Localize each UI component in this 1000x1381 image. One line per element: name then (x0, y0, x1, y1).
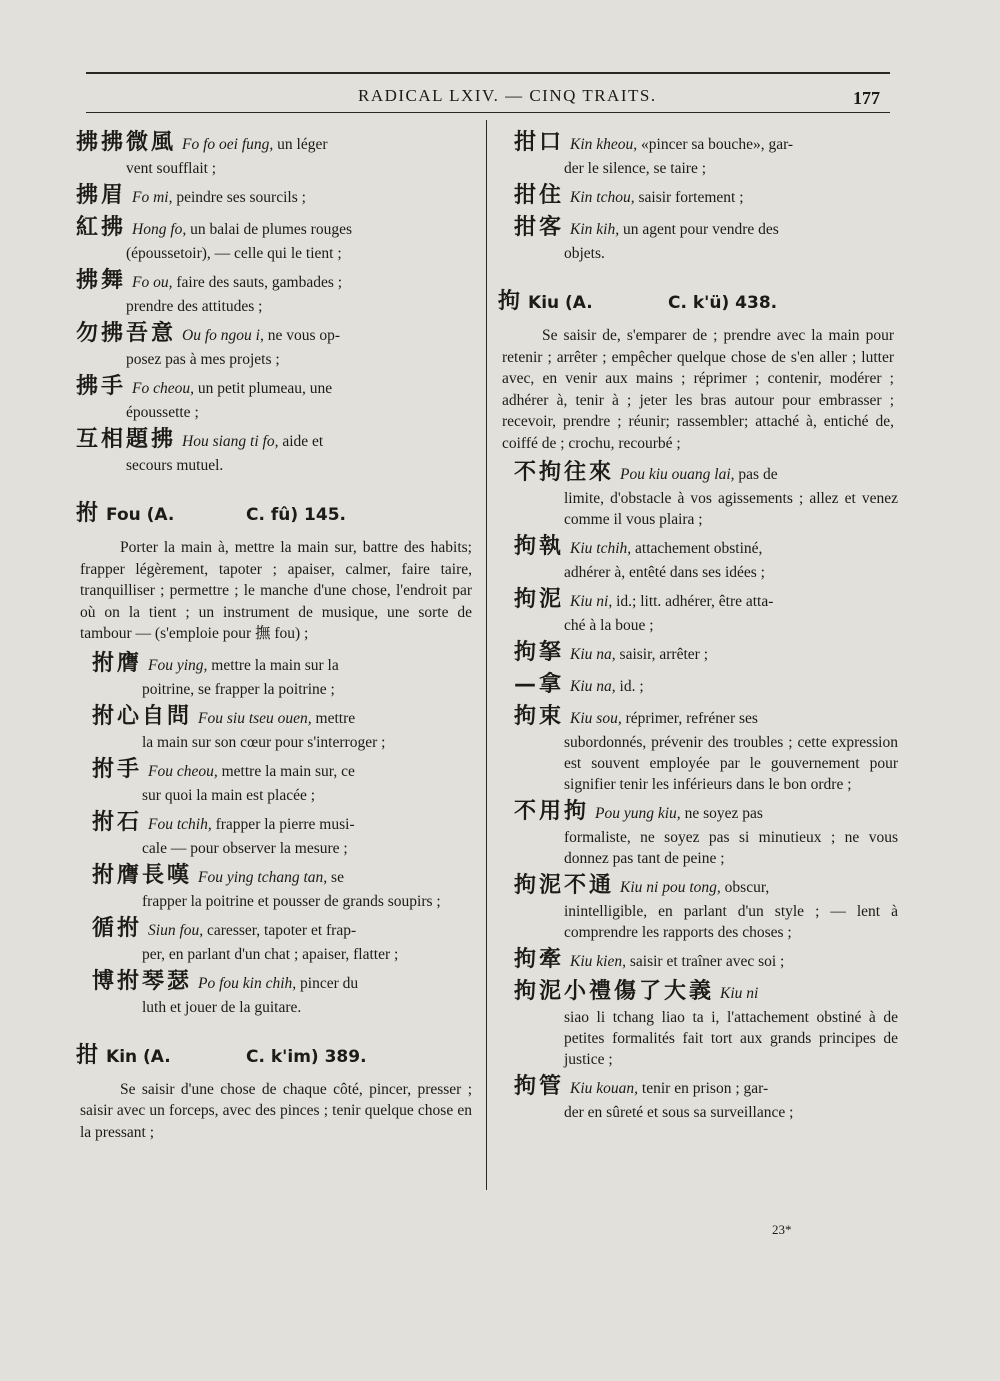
entry-headline (514, 979, 898, 1007)
entry-headline (92, 969, 476, 997)
column-divider (486, 120, 487, 1190)
kin-reference: C. k'im) 389. (246, 1046, 367, 1067)
entry-romanization: Kin kheou, (570, 136, 638, 153)
entry-gloss-start: tenir en prison ; gar- (638, 1080, 769, 1097)
kin-entries (498, 130, 898, 264)
entry-characters: 拊手 (92, 756, 143, 782)
entry-continuation: siao li tchang liao ta i, l'attachement obstiné à de petites formalités fait tort aux grands principes de justice ; (564, 1009, 898, 1068)
fo-entries (76, 130, 476, 476)
entry-continuation: secours mutuel. (126, 457, 224, 474)
entry-characters: 勿拂吾意 (76, 321, 177, 346)
fou-name: Fou (A. (106, 505, 175, 525)
dictionary-entry (514, 799, 898, 869)
entry-romanization: Fou siu tseu ouen, (198, 709, 312, 727)
entry-gloss-start: mettre la main sur la (207, 656, 339, 674)
entry-characters: 紅拂 (76, 215, 127, 240)
entry-characters: 拘束 (514, 704, 565, 729)
dictionary-entry (514, 183, 898, 211)
entry-gloss-start: frapper la pierre musi- (211, 815, 355, 833)
entry-first-line (148, 918, 476, 944)
entry-romanization: Kiu kouan, (570, 1080, 639, 1097)
entry-continuation: luth et jouer de la guitare. (142, 998, 302, 1016)
entry-headline (514, 704, 898, 732)
entry-first-line (570, 536, 898, 562)
entry-first-line (148, 812, 476, 838)
entry-characters: 博拊琴瑟 (92, 968, 193, 994)
entry-romanization: Kiu ni (720, 985, 759, 1002)
fou-entries (76, 651, 476, 1018)
entry-romanization: Fou tchih, (148, 815, 212, 833)
entry-first-line (720, 981, 898, 1007)
dictionary-entry (92, 810, 476, 859)
entry-headline (76, 130, 476, 158)
kiu-name: Kiu (A. (528, 293, 593, 313)
entry-characters: 拘執 (514, 534, 565, 559)
entry-characters: 不拘往來 (514, 460, 615, 485)
entry-headline (92, 810, 476, 838)
entry-first-line (132, 270, 476, 296)
entry-romanization: Fou ying tchang tan, (198, 868, 328, 886)
entry-characters: 循拊 (92, 915, 143, 941)
entry-characters: 拂舞 (76, 268, 127, 293)
dictionary-entry (514, 640, 898, 668)
entry-headline (92, 704, 476, 732)
entry-romanization: Siun fou, (148, 921, 204, 939)
page-number: 177 (853, 88, 880, 108)
dictionary-entry (76, 427, 476, 476)
entry-romanization: Fo cheou, (132, 380, 194, 397)
entry-romanization: Kiu ni, (570, 593, 613, 610)
entry-romanization: Fo ou, (132, 274, 173, 291)
entry-headline (514, 215, 898, 243)
entry-headline (514, 799, 898, 827)
dictionary-entry (514, 130, 898, 179)
dictionary-entry (92, 757, 476, 806)
entry-headline (76, 183, 476, 211)
entry-headline (514, 640, 898, 668)
entry-gloss-start: un petit plumeau, une (194, 380, 333, 397)
entry-romanization: Fo mi, (132, 189, 173, 206)
entry-first-line (132, 217, 476, 243)
dictionary-entry (76, 130, 476, 179)
entry-headline (76, 215, 476, 243)
entry-continuation: per, en parlant d'un chat ; apaiser, flatter ; (142, 945, 399, 963)
entry-gloss-start: se (327, 868, 344, 886)
kiu-definition: Se saisir de, s'emparer de ; prendre avec la main pour retenir ; arrêter ; empêcher quelque chose de s'en aller ; lutter avec, en venir aux mains ; réprimer ; contenir, modérer ; adhérer à, tenir à ; jeter les bras autour pour embrasser ; recevoir, prendre ; réunir; rassembler; attaché à, entiché de, coiffé de ; crochu, recourbé ; (502, 327, 894, 452)
entry-gloss-start: mettre la main sur, ce (217, 762, 355, 780)
entry-gloss-start: peindre ses sourcils ; (172, 189, 306, 206)
kin-name: Kin (A. (106, 1046, 171, 1067)
entry-headline (514, 460, 898, 488)
entry-characters: 拘管 (514, 1074, 565, 1099)
entry-gloss-start: pincer du (296, 974, 359, 992)
entry-continuation: prendre des attitudes ; (126, 298, 263, 315)
kiu-heading (498, 284, 898, 315)
entry-characters: 拑口 (514, 130, 565, 155)
dictionary-entry (514, 534, 898, 583)
dictionary-entry (92, 916, 476, 965)
entry-romanization: Kiu sou, (570, 710, 622, 727)
entry-romanization: Po fou kin chih, (198, 974, 297, 992)
entry-continuation: sur quoi la main est placée ; (142, 786, 316, 804)
entry-first-line (132, 376, 476, 402)
dictionary-entry (76, 268, 476, 317)
entry-headline (514, 183, 898, 211)
entry-first-line (570, 642, 898, 668)
entry-first-line (620, 462, 898, 488)
entry-gloss-start: saisir fortement ; (634, 189, 744, 206)
left-column (76, 130, 476, 1149)
entry-headline (514, 130, 898, 158)
entry-continuation: (époussetoir), — celle qui le tient ; (126, 245, 342, 262)
entry-headline (514, 587, 898, 615)
entry-continuation: vent soufflait ; (126, 160, 217, 177)
entry-characters: 拂拂微風 (76, 130, 177, 155)
entry-gloss-start: attachement obstiné, (631, 540, 763, 557)
dictionary-entry (76, 183, 476, 211)
entry-continuation: formaliste, ne soyez pas si minutieux ; ne vous donnez pas tant de peine ; (564, 829, 898, 867)
dictionary-entry (514, 873, 898, 943)
entry-characters: 拂眉 (76, 183, 127, 208)
entry-gloss-start: id. ; (615, 678, 644, 695)
entry-continuation: ché à la boue ; (564, 617, 654, 634)
page-header (86, 72, 890, 118)
entry-romanization: Fou ying, (148, 656, 208, 674)
entry-romanization: Ou fo ngou i, (182, 327, 264, 344)
entry-first-line (620, 875, 898, 901)
kin-radical: 拑 (76, 1042, 99, 1068)
entry-gloss-start: un agent pour vendre des (619, 221, 779, 238)
dictionary-entry (514, 215, 898, 264)
entry-gloss-start: ne vous op- (263, 327, 341, 344)
entry-gloss-start: faire des sauts, gambades ; (172, 274, 343, 291)
entry-continuation: poitrine, se frapper la poitrine ; (142, 680, 335, 698)
entry-first-line (570, 132, 898, 158)
kiu-radical: 拘 (498, 289, 521, 314)
entry-first-line (148, 759, 476, 785)
entry-romanization: Kiu na, (570, 678, 616, 695)
entry-romanization: Kin kih, (570, 221, 620, 238)
dictionary-entry (92, 704, 476, 753)
dictionary-entry (76, 321, 476, 370)
entry-headline (76, 321, 476, 349)
entry-first-line (570, 674, 898, 700)
entry-first-line (570, 217, 898, 243)
entry-romanization: Kiu ni pou tong, (620, 879, 721, 896)
entry-characters: 拊心自問 (92, 703, 193, 729)
entry-gloss-start: ne soyez pas (680, 805, 763, 822)
fou-reference: C. fû) 145. (246, 505, 346, 525)
dictionary-entry (76, 215, 476, 264)
entry-romanization: Kiu na, (570, 646, 616, 663)
entry-characters: 拘泥 (514, 587, 565, 612)
entry-first-line (570, 589, 898, 615)
entry-headline (514, 947, 898, 975)
entry-characters: 拂手 (76, 374, 127, 399)
dictionary-entry (514, 1074, 898, 1123)
entry-characters: 拊膺 (92, 650, 143, 676)
entry-gloss-start: saisir, arrêter ; (615, 646, 709, 663)
right-column (498, 130, 898, 1127)
entry-gloss-start: réprimer, refréner ses (621, 710, 758, 727)
dictionary-entry (514, 672, 898, 700)
entry-headline (76, 374, 476, 402)
kiu-entries (498, 460, 898, 1123)
entry-headline (514, 672, 898, 700)
entry-first-line (132, 185, 476, 211)
entry-gloss-start: mettre (311, 709, 356, 727)
entry-continuation: limite, d'obstacle à vos agissements ; allez et venez comme il vous plaira ; (564, 490, 898, 528)
entry-characters: 拘拏 (514, 640, 565, 665)
entry-gloss-start: caresser, tapoter et frap- (203, 921, 357, 939)
dictionary-entry (514, 587, 898, 636)
dictionary-entry (92, 969, 476, 1018)
entry-characters: 不用拘 (514, 799, 590, 824)
entry-headline (514, 873, 898, 901)
entry-romanization: Hong fo, (132, 221, 187, 238)
running-title: RADICAL LXIV. — CINQ TRAITS. (358, 86, 657, 105)
entry-first-line (595, 801, 898, 827)
entry-characters: 拊石 (92, 809, 143, 835)
entry-continuation: der en sûreté et sous sa surveillance ; (564, 1104, 794, 1121)
signature-mark: 23* (772, 1222, 792, 1237)
entry-romanization: Kiu kien, (570, 953, 626, 970)
entry-first-line (182, 429, 476, 455)
entry-gloss-start: aide et (278, 433, 324, 450)
entry-romanization: Pou yung kiu, (595, 805, 681, 822)
entry-romanization: Fou cheou, (148, 762, 218, 780)
dictionary-entry (514, 460, 898, 530)
entry-gloss-start: un léger (273, 136, 328, 153)
entry-first-line (198, 865, 476, 891)
entry-headline (514, 1074, 898, 1102)
fou-definition: Porter la main à, mettre la main sur, battre des habits; frapper légèrement, tapoter ; apaiser, calmer, faire taire, tranquilliser ; permettre ; le manche d'une chose, l'endroit par où on la tient ; un instrument de musique, une sorte de tambour — (s'emploie pour 撫 fou) ; (80, 539, 472, 642)
entry-romanization: Fo fo oei fung, (182, 136, 274, 153)
header-rule-bottom (86, 112, 890, 113)
dictionary-entry (514, 947, 898, 975)
entry-headline (92, 863, 476, 891)
entry-first-line (148, 653, 476, 679)
entry-headline (76, 268, 476, 296)
entry-characters: 拘泥小禮傷了大義 (514, 979, 715, 1004)
entry-romanization: Kiu tchih, (570, 540, 632, 557)
fou-heading (76, 496, 476, 527)
entry-headline (92, 757, 476, 785)
entry-headline (76, 427, 476, 455)
entry-gloss-start: id.; litt. adhérer, être atta- (612, 593, 774, 610)
entry-characters: 互相題拂 (76, 427, 177, 452)
fou-radical: 拊 (76, 501, 99, 526)
entry-first-line (570, 949, 898, 975)
entry-headline (514, 534, 898, 562)
entry-continuation: cale — pour observer la mesure ; (142, 839, 348, 857)
dictionary-entry (76, 374, 476, 423)
entry-first-line (198, 971, 476, 997)
entry-characters: 拑客 (514, 215, 565, 240)
entry-characters: 拊膺長嘆 (92, 862, 193, 888)
entry-gloss-start: un balai de plumes rouges (186, 221, 352, 238)
entry-continuation: objets. (564, 245, 605, 262)
entry-first-line (570, 706, 898, 732)
entry-gloss-start: «pincer sa bouche», gar- (637, 136, 794, 153)
header-rule-top (86, 72, 890, 74)
entry-continuation: frapper la poitrine et pousser de grands soupirs ; (142, 892, 441, 910)
entry-continuation: inintelligible, en parlant d'un style ; — lent à comprendre les rapports des choses ; (564, 903, 898, 941)
entry-characters: 拑住 (514, 183, 565, 208)
entry-continuation: der le silence, se taire ; (564, 160, 707, 177)
entry-first-line (198, 706, 476, 732)
entry-romanization: Kin tchou, (570, 189, 635, 206)
entry-continuation: posez pas à mes projets ; (126, 351, 280, 368)
kiu-reference: C. k'ü) 438. (668, 293, 778, 313)
entry-romanization: Pou kiu ouang lai, (620, 466, 735, 483)
entry-continuation: époussette ; (126, 404, 199, 421)
entry-headline (92, 916, 476, 944)
kin-heading (76, 1038, 476, 1069)
dictionary-entry (92, 651, 476, 700)
entry-continuation: subordonnés, prévenir des troubles ; cette expression est souvent employée par le gouvernement pour signifier tenir les inférieurs dans le bon ordre ; (564, 734, 898, 793)
entry-characters: —拿 (514, 672, 565, 697)
dictionary-entry (514, 704, 898, 795)
dictionary-entry (514, 979, 898, 1070)
entry-headline (92, 651, 476, 679)
dictionary-entry (92, 863, 476, 912)
entry-continuation: adhérer à, entêté dans ses idées ; (564, 564, 765, 581)
entry-first-line (182, 323, 476, 349)
entry-first-line (570, 185, 898, 211)
entry-romanization: Hou siang ti fo, (182, 433, 279, 450)
entry-first-line (570, 1076, 898, 1102)
entry-first-line (182, 132, 476, 158)
kin-definition: Se saisir d'une chose de chaque côté, pincer, presser ; saisir avec un forceps, avec des pinces ; tenir quelque chose en la pressant ; (80, 1080, 472, 1141)
entry-continuation: la main sur son cœur pour s'interroger ; (142, 733, 386, 751)
entry-characters: 拘泥不通 (514, 873, 615, 898)
entry-gloss-start: pas de (734, 466, 778, 483)
entry-gloss-start: saisir et traîner avec soi ; (625, 953, 785, 970)
entry-characters: 拘牽 (514, 947, 565, 972)
entry-gloss-start: obscur, (720, 879, 770, 896)
